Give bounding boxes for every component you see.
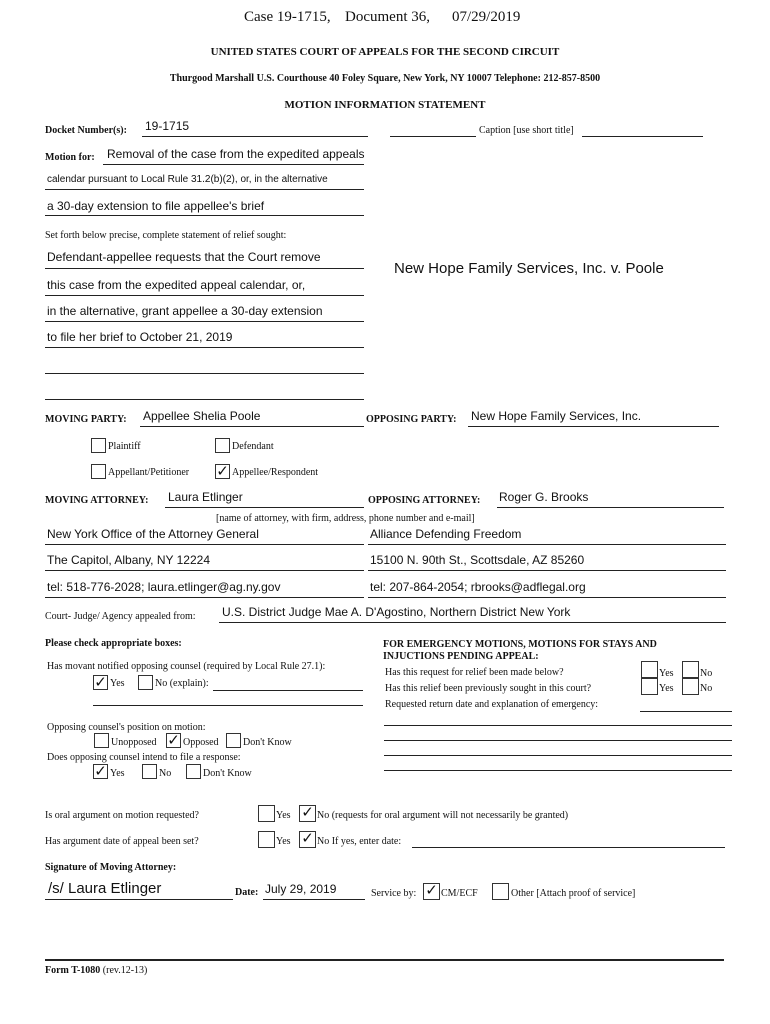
intend-question: Does opposing counsel intend to file a response: xyxy=(47,752,241,763)
motion-label: Motion for: xyxy=(45,152,95,163)
notified-yes-checkbox[interactable]: ✓ xyxy=(94,673,107,691)
case-caption: New Hope Family Services, Inc. v. Poole xyxy=(394,260,664,277)
emergency-q2-no-label: No xyxy=(700,683,713,694)
moving-attorney-value: Laura Etlinger xyxy=(168,490,243,504)
relief-line-4: to file her brief to October 21, 2019 xyxy=(47,330,233,344)
signature-label: Signature of Moving Attorney: xyxy=(45,862,177,873)
unopposed-checkbox[interactable] xyxy=(94,733,109,748)
argdate-yes-label: Yes xyxy=(276,836,291,847)
court-address: Thurgood Marshall U.S. Courthouse 40 Foley Square, New York, NY 10007 Telephone: 212-857-8500 xyxy=(169,73,601,84)
emergency-q1-yes-checkbox[interactable] xyxy=(641,661,658,678)
intend-dont-know-checkbox[interactable] xyxy=(186,764,201,779)
other-service-checkbox[interactable] xyxy=(492,883,509,900)
emergency-q2: Has this relief been previously sought in this court? xyxy=(385,683,592,694)
emergency-q2-no-checkbox[interactable] xyxy=(682,678,699,695)
footer-form xyxy=(45,965,147,976)
moving-attorney-address: The Capitol, Albany, NY 12224 xyxy=(47,553,210,567)
signature-date-value: July 29, 2019 xyxy=(265,882,337,896)
intend-yes-checkbox[interactable]: ✓ xyxy=(94,762,107,780)
unopposed-label: Unopposed xyxy=(111,737,157,748)
argdate-no-checkbox[interactable]: ✓ xyxy=(299,831,316,848)
appellant-label: Appellant/Petitioner xyxy=(108,467,190,478)
attorney-note: [name of attorney, with firm, address, phone number and e-mail] xyxy=(216,513,475,524)
relief-line-2: this case from the expedited appeal calendar, or, xyxy=(47,278,306,292)
defendant-checkbox[interactable] xyxy=(215,438,230,453)
moving-attorney-contact: tel: 518-776-2028; laura.etlinger@ag.ny.gov xyxy=(47,580,281,594)
moving-attorney-label: MOVING ATTORNEY: xyxy=(45,495,149,506)
court-title: UNITED STATES COURT OF APPEALS FOR THE SECOND CIRCUIT xyxy=(210,46,560,58)
service-label: Service by: xyxy=(371,888,417,899)
opposed-label: Opposed xyxy=(183,737,219,748)
relief-line-1: Defendant-appellee requests that the Court remove xyxy=(47,250,321,264)
moving-party-label: MOVING PARTY: xyxy=(45,414,127,425)
emergency-q1-yes-label: Yes xyxy=(659,668,674,679)
relief-line-3: in the alternative, grant appellee a 30-day extension xyxy=(47,304,323,318)
oral-yes-label: Yes xyxy=(276,810,291,821)
position-dont-know-checkbox[interactable] xyxy=(226,733,241,748)
signature-date-label: Date: xyxy=(235,887,259,898)
notified-no-label: No (explain): xyxy=(155,678,209,689)
oral-question: Is oral argument on motion requested? xyxy=(45,810,199,821)
argdate-yes-checkbox[interactable] xyxy=(258,831,275,848)
position-dont-know-label: Don't Know xyxy=(243,737,292,748)
caption-label: Caption [use short title] xyxy=(479,125,574,136)
opposing-attorney-firm: Alliance Defending Freedom xyxy=(370,527,522,541)
emergency-q1-no-checkbox[interactable] xyxy=(682,661,699,678)
opposing-attorney-value: Roger G. Brooks xyxy=(499,490,589,504)
notified-yes-label: Yes xyxy=(110,678,125,689)
opposing-attorney-contact: tel: 207-864-2054; rbrooks@adflegal.org xyxy=(370,580,586,594)
emergency-q2-yes-label: Yes xyxy=(659,683,674,694)
argdate-question: Has argument date of appeal been set? xyxy=(45,836,199,847)
other-service-label: Other [Attach proof of service] xyxy=(511,888,636,899)
notified-question: Has movant notified opposing counsel (required by Local Rule 27.1): xyxy=(47,661,326,672)
emergency-q1-no-label: No xyxy=(700,668,713,679)
appellant-checkbox[interactable] xyxy=(91,464,106,479)
emergency-heading-1: FOR EMERGENCY MOTIONS, MOTIONS FOR STAYS AND xyxy=(383,639,657,650)
notified-no-checkbox[interactable] xyxy=(138,675,153,690)
intend-no-checkbox[interactable] xyxy=(142,764,157,779)
docket-label: Docket Number(s): xyxy=(45,125,127,136)
opposed-checkbox[interactable]: ✓ xyxy=(167,731,180,749)
plaintiff-label: Plaintiff xyxy=(108,441,141,452)
motion-line-3: a 30-day extension to file appellee's brief xyxy=(47,199,265,213)
defendant-label: Defendant xyxy=(232,441,274,452)
signature-value: /s/ Laura Etlinger xyxy=(48,880,162,897)
cmecf-label: CM/ECF xyxy=(441,888,478,899)
document-number: Document 36, xyxy=(345,9,430,25)
appellee-checkbox[interactable]: ✓ xyxy=(216,462,229,480)
form-title: MOTION INFORMATION STATEMENT xyxy=(284,99,486,111)
opposing-party-label: OPPOSING PARTY: xyxy=(366,414,457,425)
argdate-no-label: No If yes, enter date: xyxy=(317,836,402,847)
position-question: Opposing counsel's position on motion: xyxy=(47,722,206,733)
oral-no-checkbox[interactable]: ✓ xyxy=(299,805,316,822)
emergency-q1: Has this request for relief been made below? xyxy=(385,667,564,678)
intend-no-label: No xyxy=(159,768,172,779)
filing-date: 07/29/2019 xyxy=(452,9,521,25)
moving-party-value: Appellee Shelia Poole xyxy=(143,409,261,423)
oral-no-label: No (requests for oral argument will not necessarily be granted) xyxy=(317,810,569,821)
plaintiff-checkbox[interactable] xyxy=(91,438,106,453)
emergency-q2-yes-checkbox[interactable] xyxy=(641,678,658,695)
intend-dont-know-label: Don't Know xyxy=(203,768,252,779)
motion-line-1: Removal of the case from the expedited appeals xyxy=(107,147,365,161)
oral-yes-checkbox[interactable] xyxy=(258,805,275,822)
appellee-label: Appellee/Respondent xyxy=(232,467,319,478)
check-heading: Please check appropriate boxes: xyxy=(45,638,182,649)
form-number: Form T-1080 xyxy=(45,965,101,976)
docket-value: 19-1715 xyxy=(145,119,190,133)
court-appealed-label: Court- Judge/ Agency appealed from: xyxy=(45,611,196,622)
case-number: Case 19-1715, xyxy=(244,9,331,25)
court-appealed-value: U.S. District Judge Mae A. D'Agostino, Northern District New York xyxy=(222,605,571,619)
motion-line-2: calendar pursuant to Local Rule 31.2(b)(2), or, in the alternative xyxy=(47,174,328,185)
emergency-q3: Requested return date and explanation of emergency: xyxy=(385,699,599,710)
emergency-heading-2: INJUCTIONS PENDING APPEAL: xyxy=(383,651,539,662)
opposing-attorney-label: OPPOSING ATTORNEY: xyxy=(368,495,481,506)
moving-attorney-firm: New York Office of the Attorney General xyxy=(47,527,259,541)
intend-yes-label: Yes xyxy=(110,768,125,779)
opposing-party-value: New Hope Family Services, Inc. xyxy=(471,409,642,423)
relief-label: Set forth below precise, complete statement of relief sought: xyxy=(45,230,287,241)
cmecf-checkbox[interactable]: ✓ xyxy=(423,883,440,900)
form-revision: (rev.12-13) xyxy=(102,965,148,976)
opposing-attorney-address: 15100 N. 90th St., Scottsdale, AZ 85260 xyxy=(370,553,585,567)
